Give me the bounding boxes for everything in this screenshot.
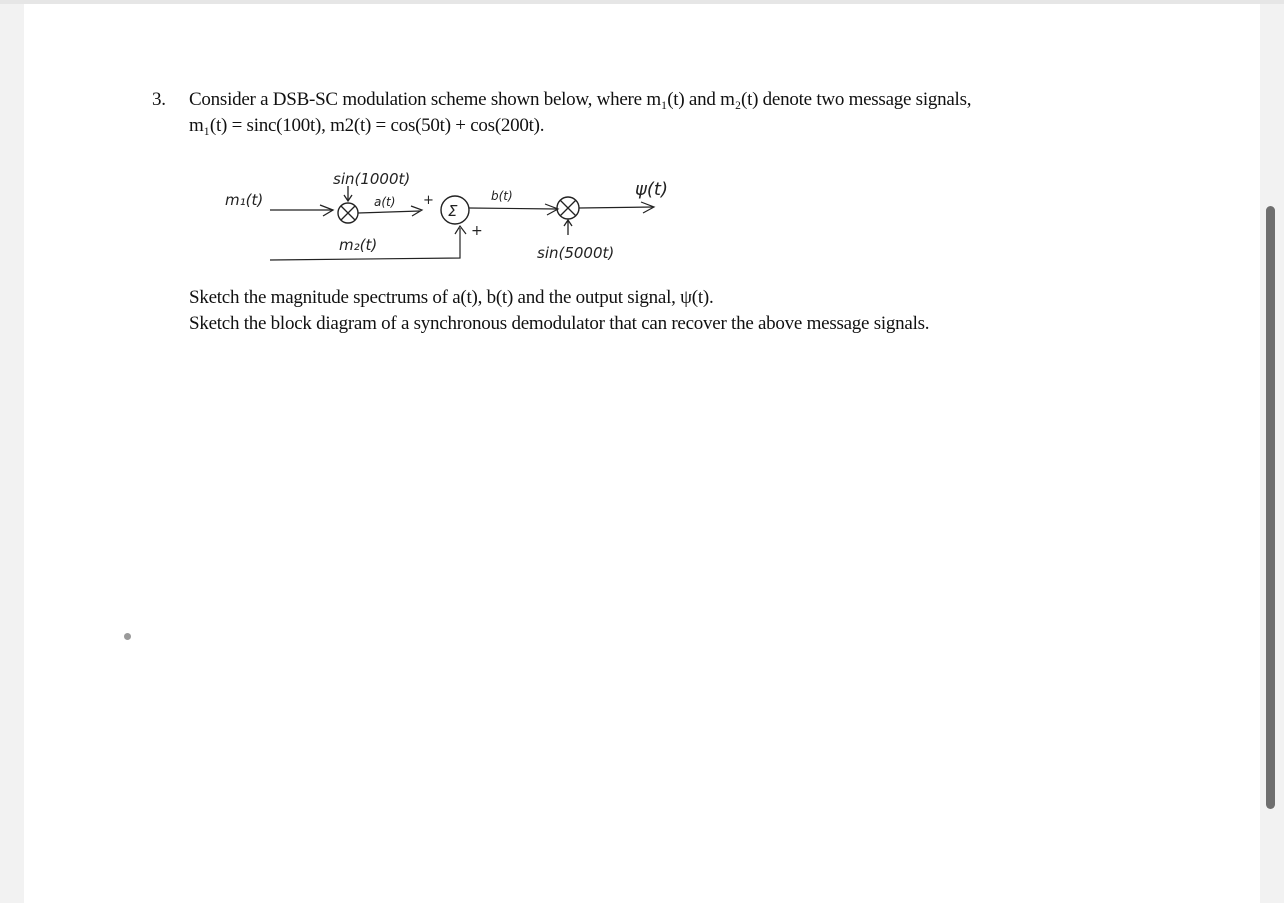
- task-text-line-2: Sketch the block diagram of a synchronous demodulator that can recover the above message signals.: [189, 313, 930, 334]
- carrier2-arrow: [564, 220, 572, 235]
- question-text-line-1: Consider a DSB-SC modulation scheme shown below, where m₁(t) and m₂(t) denote two message signals,: [189, 89, 972, 110]
- label-carrier2: sin(5000t): [537, 244, 615, 262]
- label-m2: m₂(t): [339, 236, 378, 254]
- label-a: a(t): [374, 195, 396, 209]
- summer: [441, 196, 469, 224]
- question-number: 3.: [152, 89, 166, 110]
- carrier1-arrow: [344, 186, 352, 201]
- label-output: ψ(t): [635, 179, 668, 200]
- task-text-line-1: Sketch the magnitude spectrums of a(t), b(t) and the output signal, ψ(t).: [189, 287, 714, 308]
- bullet-dot: [124, 633, 131, 640]
- label-m1: m₁(t): [225, 191, 264, 209]
- plus-top: +: [423, 193, 434, 208]
- dsb-sc-block-diagram: [215, 160, 715, 275]
- label-b: b(t): [491, 189, 513, 203]
- sum-symbol: Σ: [448, 202, 458, 220]
- multiplier-2: [557, 197, 579, 219]
- multiplier-1: [338, 203, 358, 223]
- vertical-scrollbar[interactable]: [1266, 206, 1275, 809]
- document-page: [24, 4, 1260, 903]
- plus-bottom: +: [471, 223, 483, 239]
- a-line: [358, 211, 420, 213]
- b-line: [469, 208, 557, 209]
- output-line: [579, 207, 653, 208]
- label-carrier1: sin(1000t): [333, 170, 411, 188]
- question-text-line-2: m₁(t) = sinc(100t), m2(t) = cos(50t) + cos(200t).: [189, 115, 545, 136]
